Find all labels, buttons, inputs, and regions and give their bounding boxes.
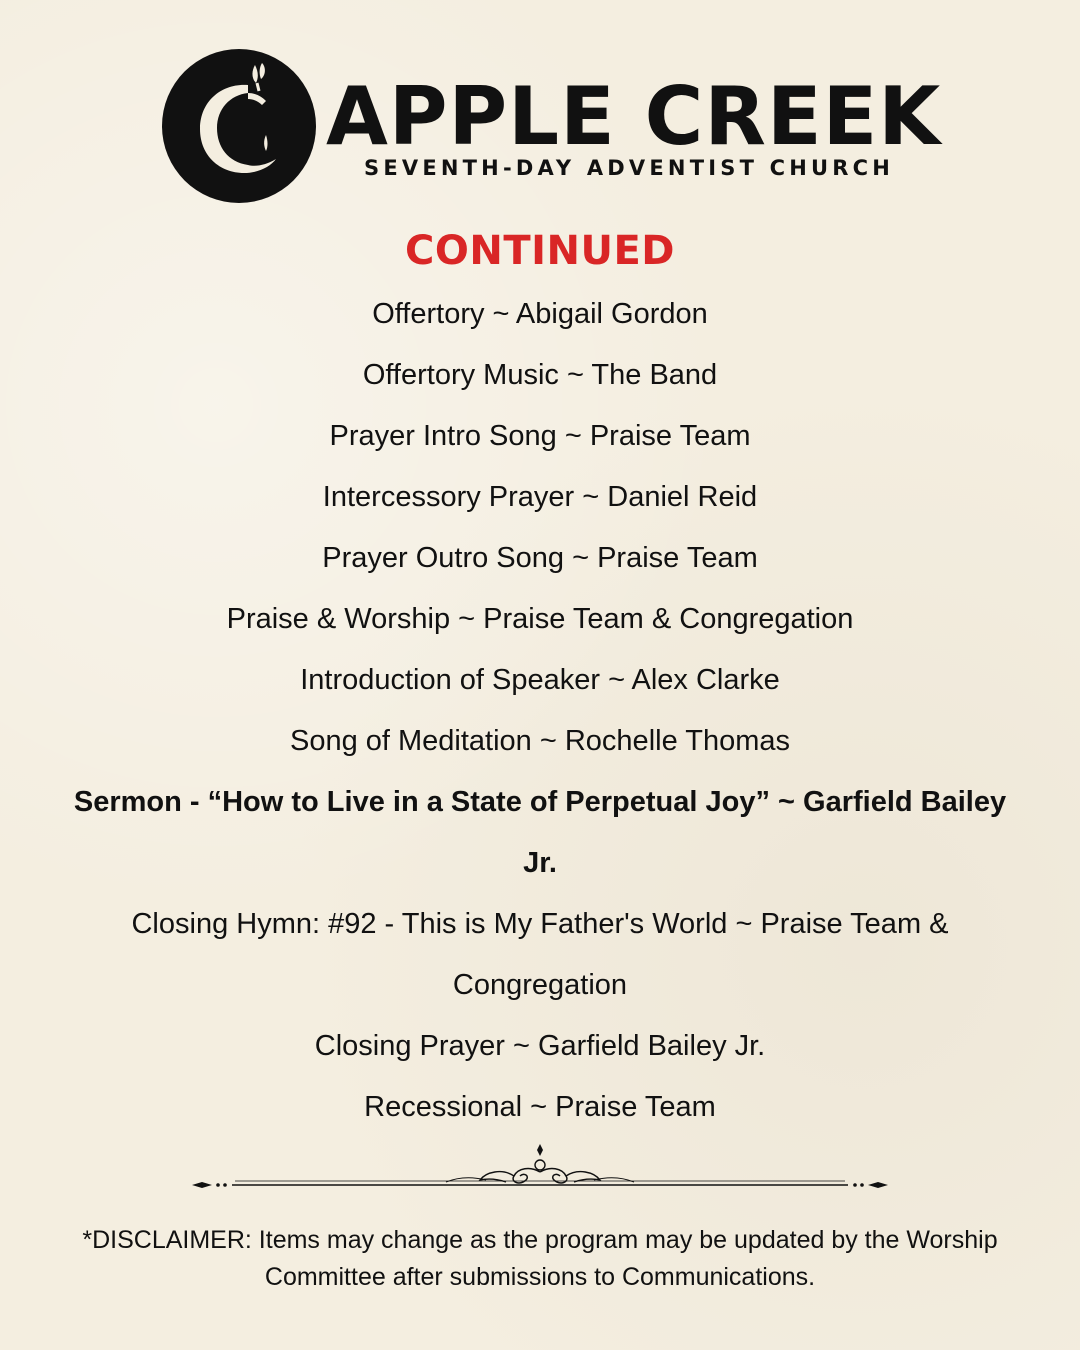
program-item: Prayer Outro Song ~ Praise Team (322, 542, 758, 574)
ornamental-divider-icon (190, 1138, 890, 1194)
program-item: Recessional ~ Praise Team (364, 1091, 716, 1123)
program-item: Praise & Worship ~ Praise Team & Congregation (226, 603, 854, 635)
program-item: Offertory ~ Abigail Gordon (372, 298, 708, 330)
header (0, 0, 1080, 210)
program-item: Introduction of Speaker ~ Alex Clarke (300, 664, 780, 696)
program-item: Song of Meditation ~ Rochelle Thomas (289, 725, 790, 757)
section-title: CONTINUED (405, 228, 675, 274)
disclaimer: *DISCLAIMER: Items may change as the program may be updated by the Worship Committee after submissions to Communications. (82, 1226, 998, 1291)
program-list (60, 284, 1020, 1138)
program-item: Prayer Intro Song ~ Praise Team (329, 420, 751, 452)
program-item-sermon: Sermon - “How to Live in a State of Perpetual Joy” ~ Garfield Bailey Jr. (73, 786, 1007, 879)
apple-creek-logo-icon (162, 49, 316, 203)
church-name: APPLE CREEK (326, 70, 942, 163)
church-subtitle: SEVENTH-DAY ADVENTIST CHURCH (364, 156, 895, 180)
program-item: Closing Prayer ~ Garfield Bailey Jr. (314, 1030, 766, 1062)
program-item: Closing Hymn: #92 - This is My Father's World ~ Praise Team & Congregation (131, 908, 949, 1001)
program-item: Intercessory Prayer ~ Daniel Reid (322, 481, 758, 513)
program-item: Offertory Music ~ The Band (362, 359, 718, 391)
